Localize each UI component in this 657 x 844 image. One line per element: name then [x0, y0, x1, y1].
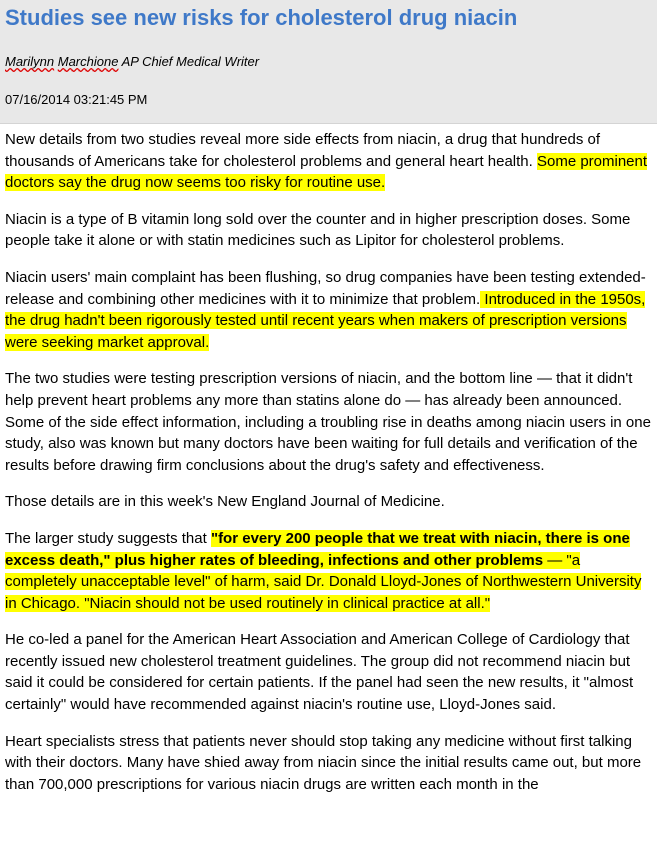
- highlighted-bold-quote: "for every 200 people that we treat with niacin, there is one excess death," plus higher rates of bleeding, infections and other problems: [5, 529, 630, 569]
- paragraph-7: He co-led a panel for the American Heart Association and American College of Cardiology that recently issued new cholesterol treatment guidelines. The group did not recommend niacin but said it could be considered for certain patients. If the panel had seen the new results, it "almost certainly" would have recommended against niacin's routine use, Lloyd-Jones said.: [5, 631, 634, 714]
- paragraph-text: Niacin users' main complaint has been flushing, so drug companies have been testing extended-release and combining other medicines with it to minimize that problem.: [5, 268, 646, 308]
- paragraph-text: New details from two studies reveal more side effects from niacin, a drug that hundreds of thousands of Americans take for cholesterol problems and general heart health.: [5, 131, 601, 170]
- article-timestamp: 07/16/2014 03:21:45 PM: [5, 92, 148, 107]
- author-role: AP Chief Medical Writer: [121, 54, 260, 69]
- article-header: [0, 0, 657, 124]
- highlighted-text: Some prominent doctors say the drug now seems too risky for routine use.: [5, 152, 648, 192]
- paragraph-6: [5, 528, 653, 614]
- paragraph-4: The two studies were testing prescription versions of niacin, and the bottom line — that it didn't help prevent heart problems any more than statins alone do — has already been announced. Some of the side effect information, including a troubling rise in deaths among niacin users in one study, also was known but many doctors have been waiting for full details and verification of the results before drawing firm conclusions about the drug's safety and effectiveness.: [5, 370, 651, 474]
- paragraph-2: Niacin is a type of B vitamin long sold over the counter and in higher prescription doses. Some people take it alone or with statin medicines such as Lipitor for cholesterol problems.: [5, 210, 631, 250]
- author-last-name: Marchione: [57, 54, 119, 69]
- highlighted-text: Introduced in the 1950s, the drug hadn't been rigorously tested until recent years when makers of prescription versions were seeking market approval.: [5, 290, 646, 351]
- paragraph-5: Those details are in this week's New England Journal of Medicine.: [5, 493, 445, 511]
- paragraph-1: [5, 129, 653, 194]
- paragraph-8: Heart specialists stress that patients never should stop taking any medicine without first talking with their doctors. Many have shied away from niacin since the initial results came out, but more than 700,000 prescriptions for various niacin drugs are written each month in the: [5, 732, 642, 793]
- paragraph-text: The larger study suggests that: [5, 529, 211, 547]
- author-first-name: Marilynn: [5, 54, 55, 69]
- byline: [5, 54, 259, 69]
- paragraph-3: [5, 267, 653, 353]
- highlighted-text: — "a completely unacceptable level" of harm, said Dr. Donald Lloyd-Jones of Northwestern University in Chicago. "Niacin should not be used routinely in clinical practice at all.": [5, 551, 642, 612]
- article-title: Studies see new risks for cholesterol drug niacin: [5, 5, 518, 30]
- article-body: [5, 129, 653, 810]
